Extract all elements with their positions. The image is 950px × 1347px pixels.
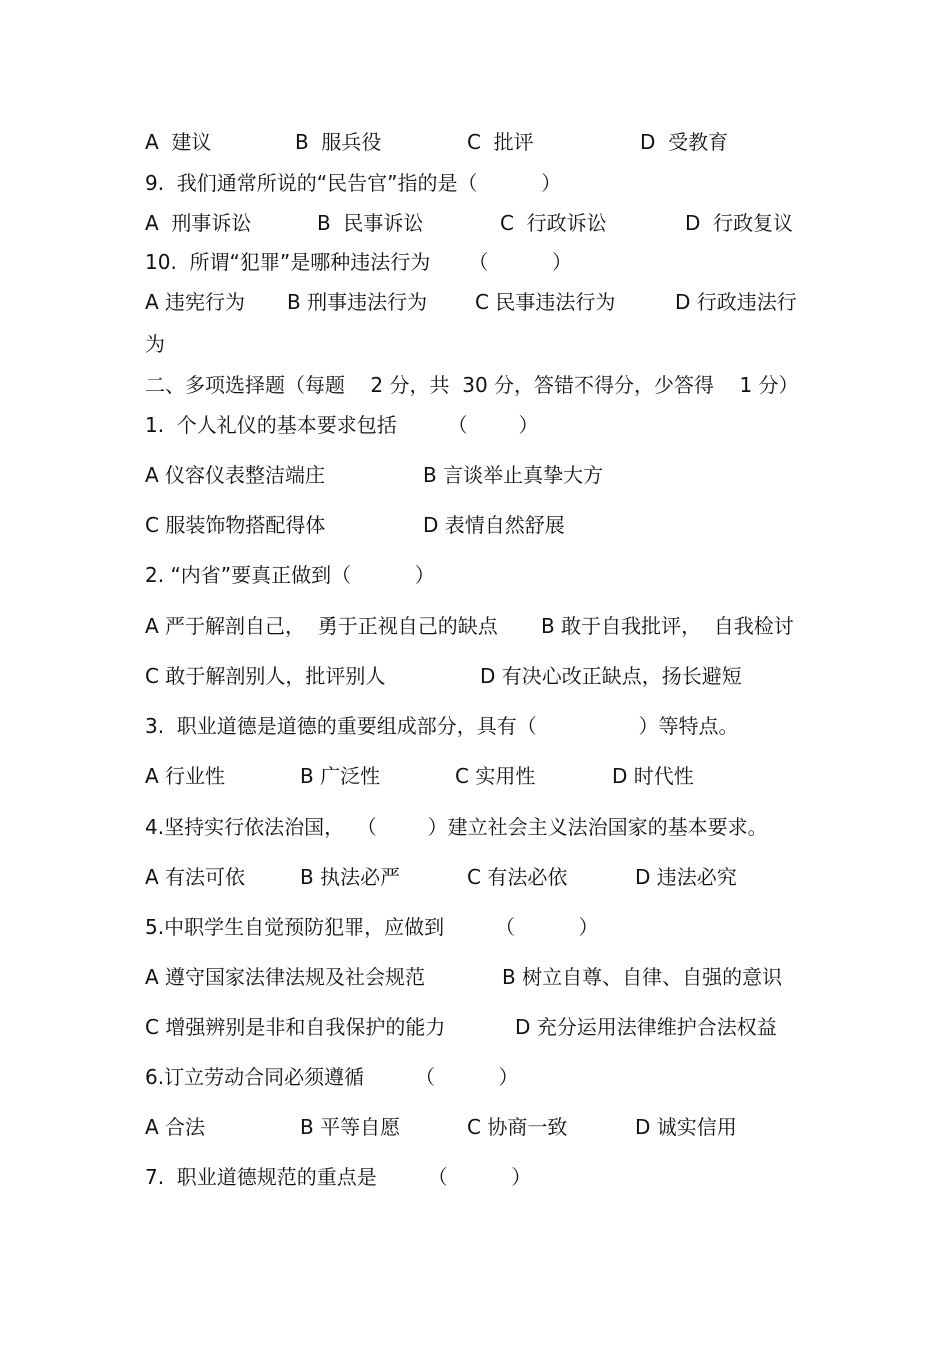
section-heading: 二、多项选择题（每题 2 分，共 30 分，答错不得分，少答得 1 分） [145, 373, 799, 397]
option-d: D 充分运用法律维护合法权益 [515, 1015, 777, 1039]
multi-question-5-stem: 5.中职学生自觉预防犯罪，应做到 （ ） [145, 915, 599, 939]
multi-question-3-stem: 3. 职业道德是道德的重要组成部分，具有（ ）等特点。 [145, 714, 739, 738]
option-b: B 民事诉讼 [317, 211, 424, 235]
multi-question-1-stem: 1. 个人礼仪的基本要求包括 （ ） [145, 413, 539, 437]
option-b: B 服兵役 [295, 130, 382, 154]
option-a: A 合法 [145, 1115, 206, 1139]
option-b: B 平等自愿 [300, 1115, 401, 1139]
option-b: B 刑事违法行为 [287, 290, 428, 314]
option-a: A 有法可依 [145, 865, 246, 889]
option-c: C 实用性 [455, 764, 536, 788]
option-c: C 服装饰物搭配得体 [145, 513, 326, 537]
option-a: A 违宪行为 [145, 290, 246, 314]
multi-question-7-stem: 7. 职业道德规范的重点是 （ ） [145, 1165, 532, 1189]
option-c: C 批评 [467, 130, 534, 154]
option-c: C 民事违法行为 [475, 290, 616, 314]
question-10-stem: 10. 所谓“犯罪”是哪种违法行为 （ ） [145, 250, 572, 274]
option-d: D 时代性 [612, 764, 694, 788]
option-a: A 严于解剖自己， 勇于正视自己的缺点 [145, 614, 498, 638]
option-b: B 敢于自我批评， 自我检讨 [541, 614, 794, 638]
multi-question-4-stem: 4.坚持实行依法治国， （ ）建立社会主义法治国家的基本要求。 [145, 815, 768, 839]
option-d: D 行政违法行 [675, 290, 797, 314]
question-10-wrap: 为 [145, 332, 165, 356]
option-a: A 仪容仪表整洁端庄 [145, 463, 326, 487]
option-a: A 遵守国家法律法规及社会规范 [145, 965, 426, 989]
option-b: B 树立自尊、自律、自强的意识 [502, 965, 783, 989]
multi-question-6-stem: 6.订立劳动合同必须遵循 （ ） [145, 1065, 519, 1089]
option-b: B 言谈举止真挚大方 [423, 463, 604, 487]
question-9-stem: 9. 我们通常所说的“民告官”指的是（ ） [145, 171, 562, 195]
option-c: C 增强辨别是非和自我保护的能力 [145, 1015, 446, 1039]
option-a: A 建议 [145, 130, 212, 154]
option-d: D 受教育 [640, 130, 729, 154]
option-d: D 诚实信用 [635, 1115, 737, 1139]
option-c: C 协商一致 [467, 1115, 568, 1139]
option-d: D 有决心改正缺点，扬长避短 [480, 664, 742, 688]
option-b: B 广泛性 [300, 764, 381, 788]
option-d: D 违法必究 [635, 865, 737, 889]
option-a: A 刑事诉讼 [145, 211, 252, 235]
option-d: D 行政复议 [685, 211, 794, 235]
option-c: C 有法必依 [467, 865, 568, 889]
option-d: D 表情自然舒展 [423, 513, 565, 537]
option-c: C 行政诉讼 [500, 211, 607, 235]
option-a: A 行业性 [145, 764, 226, 788]
option-b: B 执法必严 [300, 865, 401, 889]
option-c: C 敢于解剖别人，批评别人 [145, 664, 386, 688]
multi-question-2-stem: 2. “内省”要真正做到（ ） [145, 563, 435, 587]
